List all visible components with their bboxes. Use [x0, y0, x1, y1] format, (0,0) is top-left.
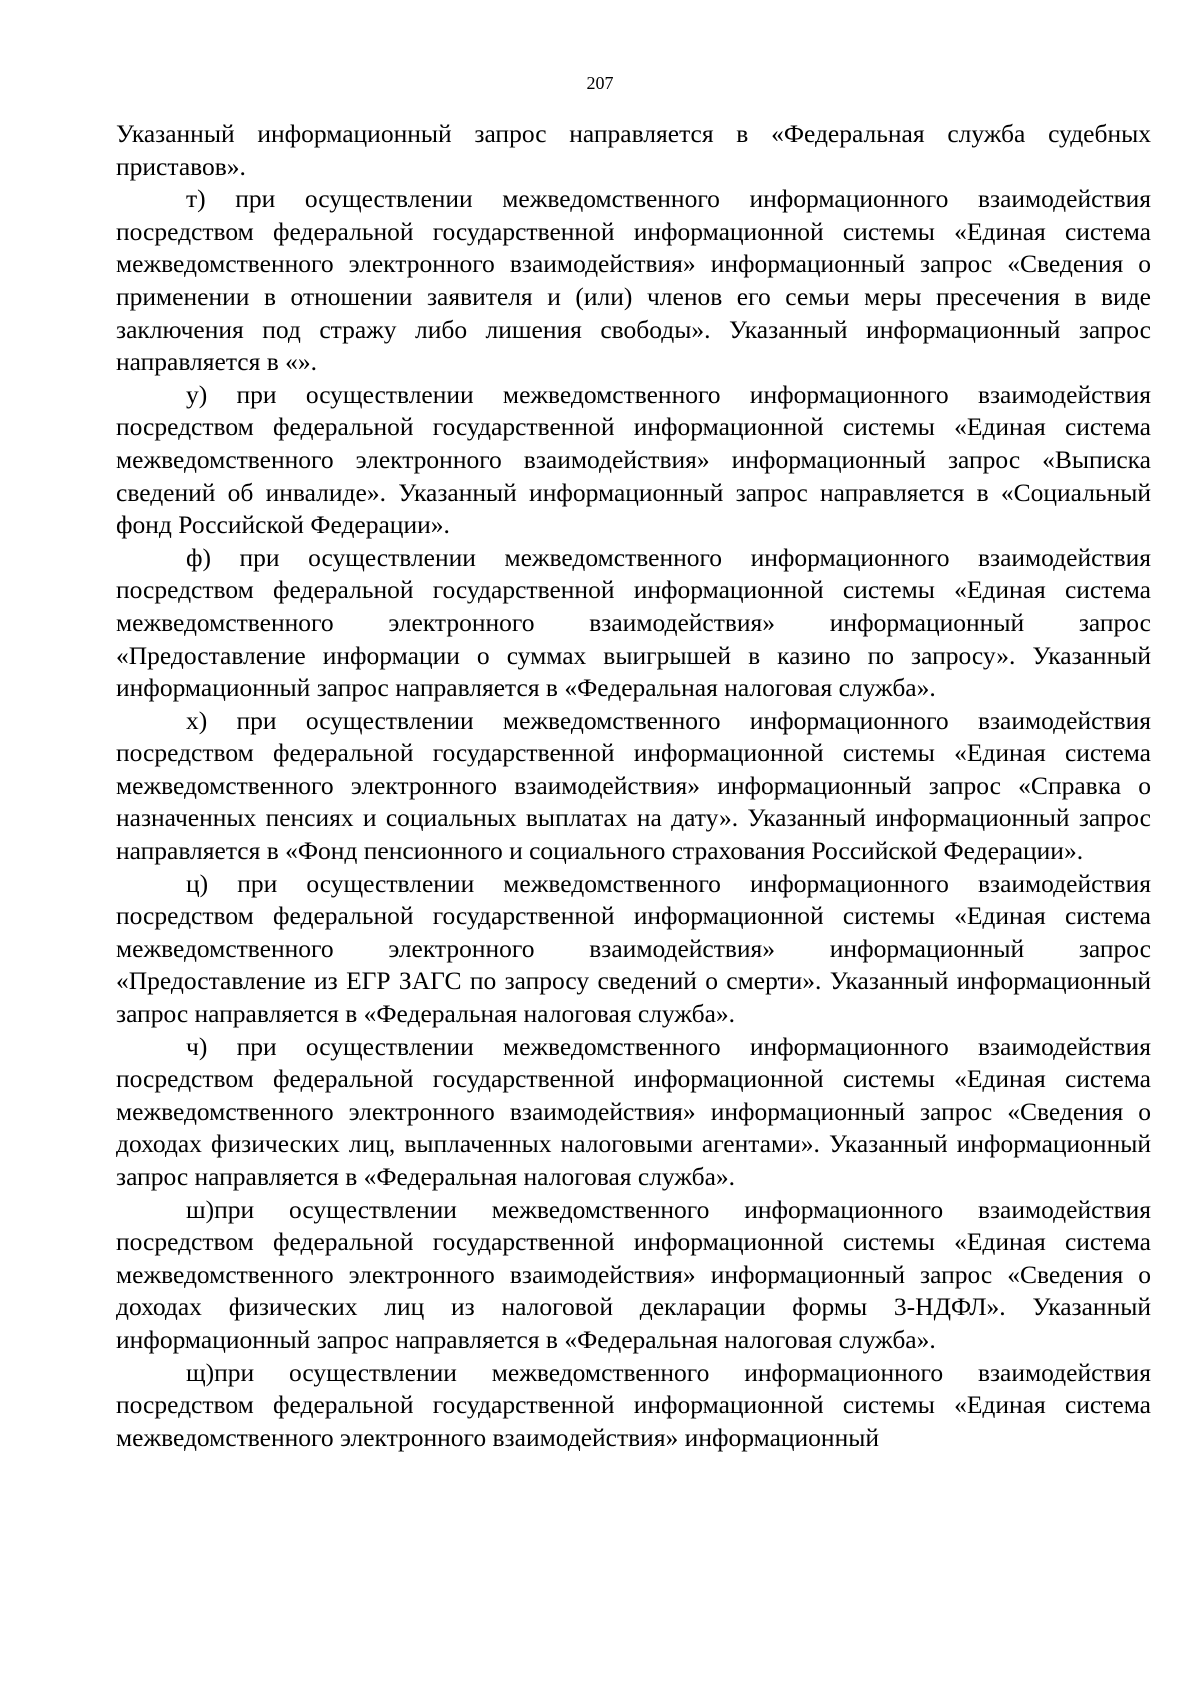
page-number: 207: [586, 73, 614, 93]
paragraph-item-t: т) при осуществлении межведомственного информационного взаимодействия посредством федеральной государственной информационной системы «Единая система межведомственного электронного взаимодействия» информационный запрос «Сведения о применении в отношении заявителя и (или) членов его семьи меры пресечения в виде заключения под стражу либо лишения свободы». Указанный информационный запрос направляется в «».: [116, 184, 1151, 377]
paragraph-item-ch: ч) при осуществлении межведомственного информационного взаимодействия посредством федеральной государственной информационной системы «Единая система межведомственного электронного взаимодействия» информационный запрос «Сведения о доходах физических лиц, выплаченных налоговыми агентами». Указанный информационный запрос направляется в «Федеральная налоговая служба».: [116, 1031, 1151, 1191]
document-body: [116, 118, 1151, 1454]
paragraph-item-f: ф) при осуществлении межведомственного информационного взаимодействия посредством федеральной государственной информационной системы «Единая система межведомственного электронного взаимодействия» информационный запрос «Предоставление информации о суммах выигрышей в казино по запросу». Указанный информационный запрос направляется в «Федеральная налоговая служба».: [116, 542, 1151, 703]
paragraph-item-ts: ц) при осуществлении межведомственного информационного взаимодействия посредством федеральной государственной информационной системы «Единая система межведомственного электронного взаимодействия» информационный запрос «Предоставление из ЕГР ЗАГС по запросу сведений о смерти». Указанный информационный запрос направляется в «Федеральная налоговая служба».: [116, 868, 1151, 1029]
paragraph-continuation: Указанный информационный запрос направляется в «Федеральная служба судебных приставов».: [116, 119, 1151, 181]
paragraph-item-kh: х) при осуществлении межведомственного информационного взаимодействия посредством федеральной государственной информационной системы «Единая система межведомственного электронного взаимодействия» информационный запрос «Справка о назначенных пенсиях и социальных выплатах на дату». Указанный информационный запрос направляется в «Фонд пенсионного и социального страхования Российской Федерации».: [116, 705, 1151, 866]
paragraph-item-shch: щ)при осуществлении межведомственного информационного взаимодействия посредством федеральной государственной информационной системы «Единая система межведомственного электронного взаимодействия» информационный: [116, 1357, 1151, 1452]
paragraph-item-sh: ш)при осуществлении межведомственного информационного взаимодействия посредством федеральной государственной информационной системы «Единая система межведомственного электронного взаимодействия» информационный запрос «Сведения о доходах физических лиц из налоговой декларации формы 3-НДФЛ». Указанный информационный запрос направляется в «Федеральная налоговая служба».: [116, 1194, 1151, 1354]
paragraph-item-u: у) при осуществлении межведомственного информационного взаимодействия посредством федеральной государственной информационной системы «Единая система межведомственного электронного взаимодействия» информационный запрос «Выписка сведений об инвалиде». Указанный информационный запрос направляется в «Социальный фонд Российской Федерации».: [116, 379, 1151, 540]
